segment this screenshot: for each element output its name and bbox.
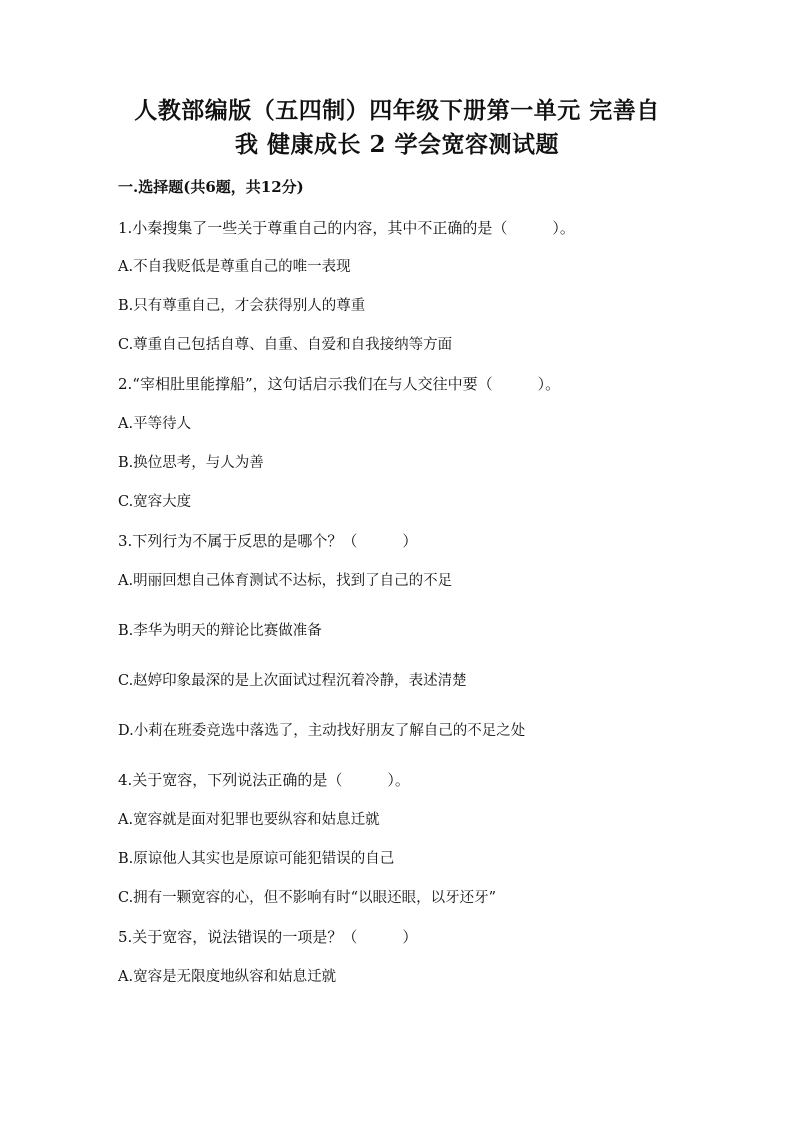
question-2-option-a: A.平等待人 — [118, 416, 192, 432]
question-3-stem: 3.下列行为不属于反思的是哪个？（ ） — [118, 532, 418, 550]
question-3-option-b: B.李华为明天的辩论比赛做准备 — [118, 623, 322, 639]
question-2-option-c: C.宽容大度 — [118, 494, 192, 510]
question-4-option-c: C.拥有一颗宽容的心，但不影响有时“以眼还眼，以牙还牙” — [118, 890, 497, 906]
question-3-option-d: D.小莉在班委竞选中落选了，主动找好朋友了解自己的不足之处 — [118, 723, 526, 739]
question-3-option-a: A.明丽回想自己体育测试不达标，找到了自己的不足 — [118, 573, 453, 589]
section-header: 一.选择题(共6题，共12分) — [118, 178, 304, 196]
question-1-option-b: B.只有尊重自己，才会获得别人的尊重 — [118, 298, 366, 314]
question-2-option-b: B.换位思考，与人为善 — [118, 455, 264, 471]
question-1-option-a: A.不自我贬低是尊重自己的唯一表现 — [118, 259, 351, 275]
question-1-stem: 1.小秦搜集了一些关于尊重自己的内容，其中不正确的是（ ）。 — [118, 219, 575, 237]
question-5-stem: 5.关于宽容，说法错误的一项是？（ ） — [118, 928, 418, 946]
question-4-stem: 4.关于宽容，下列说法正确的是（ ）。 — [118, 771, 410, 789]
question-4-option-a: A.宽容就是面对犯罪也要纵容和姑息迁就 — [118, 812, 380, 828]
question-4-option-b: B.原谅他人其实也是原谅可能犯错误的自己 — [118, 851, 395, 867]
question-1-option-c: C.尊重自己包括自尊、自重、自爱和自我接纳等方面 — [118, 337, 453, 353]
question-3-option-c: C.赵婷印象最深的是上次面试过程沉着冷静，表述清楚 — [118, 673, 467, 689]
document-title-line-2: 我 健康成长 2 学会宽容测试题 — [234, 131, 560, 158]
question-2-stem: 2.“宰相肚里能撑船”，这句话启示我们在与人交往中要（ ）。 — [118, 375, 561, 393]
document-title-line-1: 人教部编版（五四制）四年级下册第一单元 完善自 — [134, 97, 660, 124]
question-5-option-a: A.宽容是无限度地纵容和姑息迁就 — [118, 969, 337, 985]
